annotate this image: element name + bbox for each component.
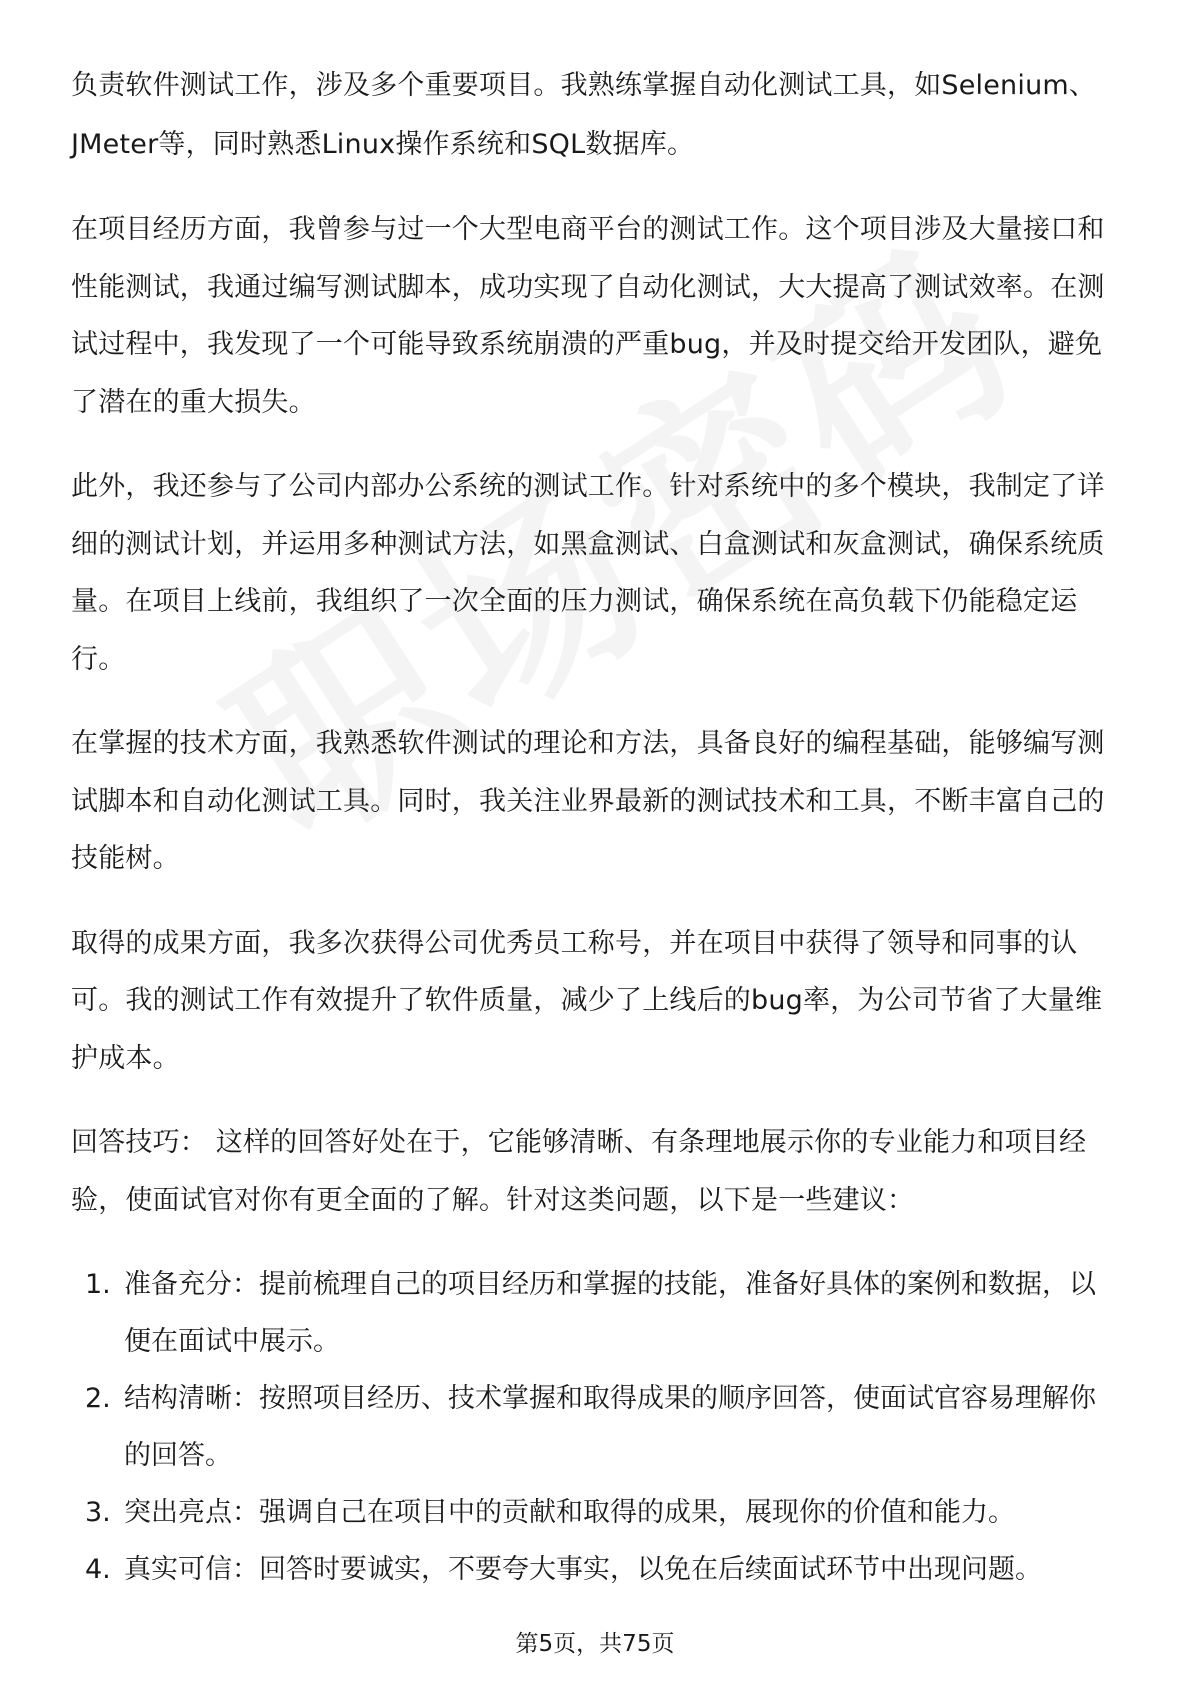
list-text: 真实可信：回答时要诚实，不要夸大事实，以免在后续面试环节中出现问题。: [124, 1554, 1042, 1585]
paragraph-project-experience: 在项目经历方面，我曾参与过一个大型电商平台的测试工作。这个项目涉及大量接口和性能测试，我通过编写测试脚本，成功实现了自动化测试，大大提高了测试效率。在测试过程中，我发现了一个可能导致系统崩溃的严重bug，并及时提交给开发团队，避免了潜在的重大损失。: [71, 214, 1105, 418]
paragraph-intro: 负责软件测试工作，涉及多个重要项目。我熟练掌握自动化测试工具，如Selenium、JMeter等，同时熟悉Linux操作系统和SQL数据库。: [71, 70, 1097, 160]
paragraph-answer-tips: 回答技巧： 这样的回答好处在于，它能够清晰、有条理地展示你的专业能力和项目经验，使面试官对你有更全面的了解。针对这类问题，以下是一些建议：: [71, 1127, 1087, 1216]
paragraph-office-system: 此外，我还参与了公司内部办公系统的测试工作。针对系统中的多个模块，我制定了详细的测试计划，并运用多种测试方法，如黑盒测试、白盒测试和灰盒测试，确保系统质量。在项目上线前，我组织了一次全面的压力测试，确保系统在高负载下仍能稳定运行。: [71, 471, 1105, 675]
document-body: [71, 56, 1121, 1598]
list-item: [71, 1484, 1121, 1541]
list-number: 4.: [85, 1554, 111, 1585]
tips-list: [71, 1256, 1121, 1598]
list-text: 突出亮点：强调自己在项目中的贡献和取得的成果，展现你的价值和能力。: [124, 1497, 1015, 1528]
list-number: 1.: [85, 1269, 111, 1300]
paragraph-technical-skills: 在掌握的技术方面，我熟悉软件测试的理论和方法，具备良好的编程基础，能够编写测试脚本和自动化测试工具。同时，我关注业界最新的测试技术和工具，不断丰富自己的技能树。: [71, 728, 1105, 874]
list-item: [71, 1256, 1121, 1370]
paragraph-achievements: 取得的成果方面，我多次获得公司优秀员工称号，并在项目中获得了领导和同事的认可。我的测试工作有效提升了软件质量，减少了上线后的bug率，为公司节省了大量维护成本。: [71, 927, 1103, 1074]
list-number: 2.: [85, 1383, 111, 1414]
list-text: 结构清晰：按照项目经历、技术掌握和取得成果的顺序回答，使面试官容易理解你的回答。: [124, 1383, 1096, 1471]
list-item: [71, 1370, 1121, 1484]
page-number: 第5页，共75页: [515, 1631, 675, 1657]
list-item: [71, 1541, 1121, 1598]
list-number: 3.: [85, 1497, 111, 1528]
list-text: 准备充分：提前梳理自己的项目经历和掌握的技能，准备好具体的案例和数据，以便在面试中展示。: [124, 1269, 1096, 1357]
